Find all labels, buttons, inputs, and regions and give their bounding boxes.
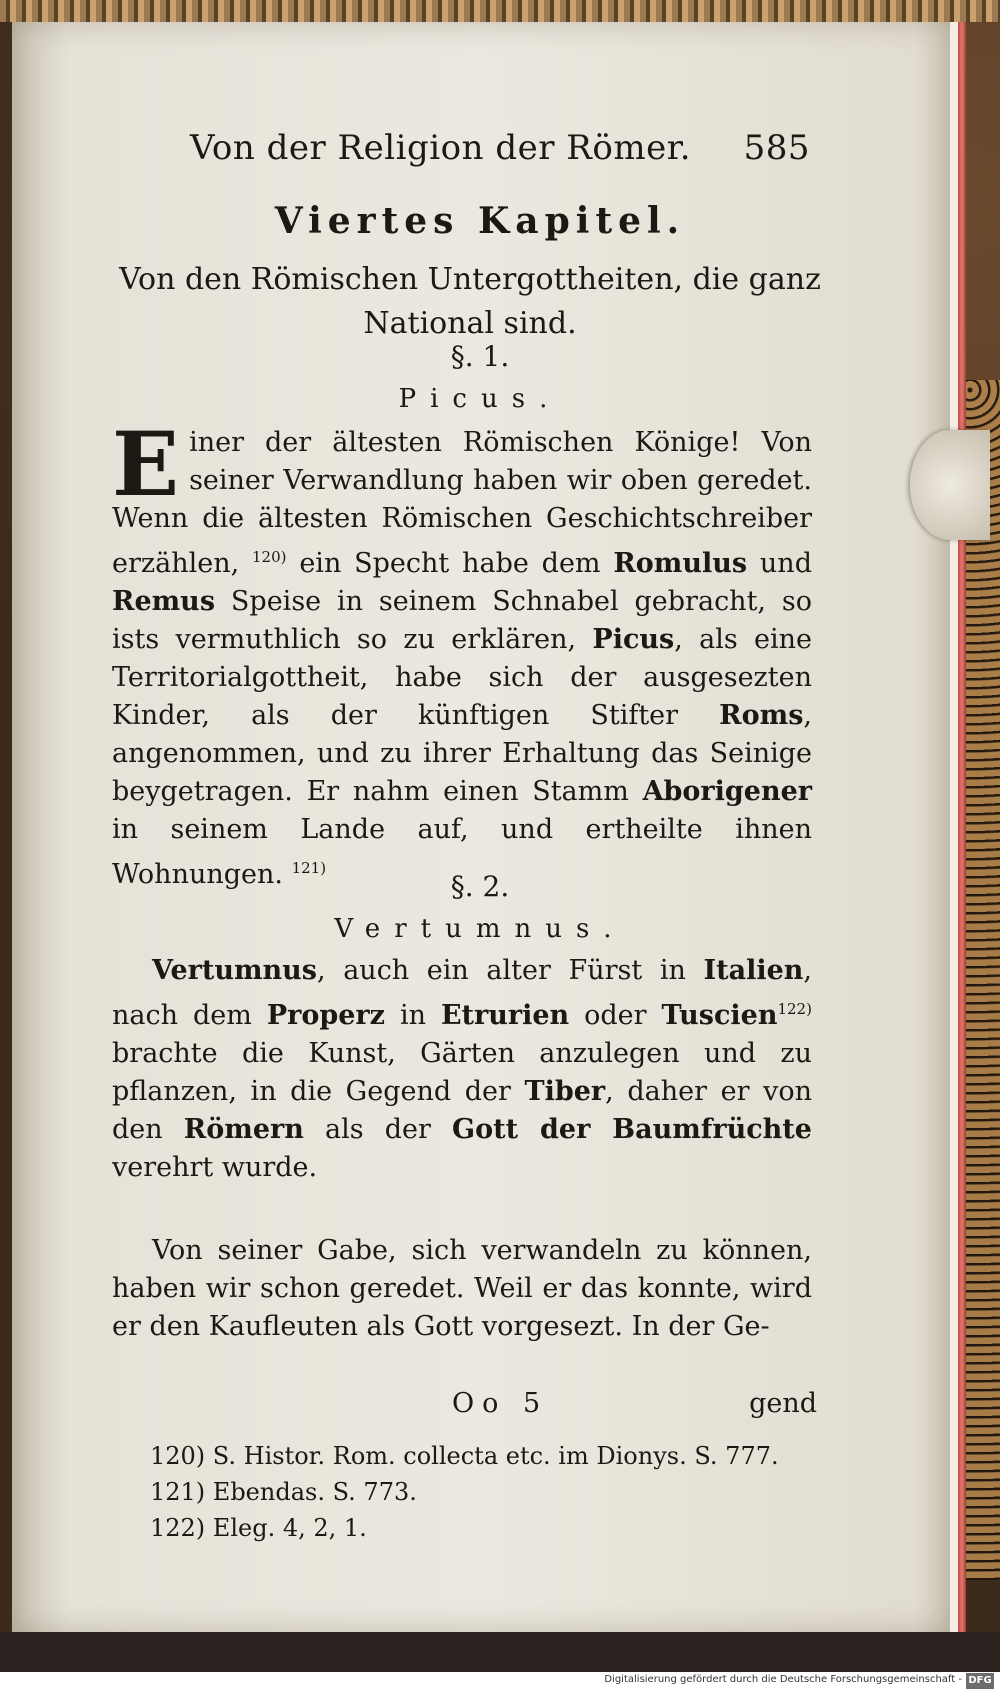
body-text: , nach dem bbox=[112, 955, 812, 1031]
body-text: brachte die Kunst, Gärten anzulegen und zu pflanzen, in die Gegend der bbox=[112, 1038, 812, 1107]
emphasis: Römern bbox=[183, 1114, 304, 1145]
signature-mark: Oo 5 bbox=[452, 1388, 549, 1419]
section-title-picus: Picus. bbox=[398, 384, 562, 414]
drop-cap: E bbox=[112, 412, 180, 516]
section-body-vertumnus-p2: Von seiner Gabe, sich verwandeln zu können, haben wir schon geredet. Weil er das konnte, wird er den Kaufleuten als Gott vorgesezt. In der Ge- bbox=[112, 1235, 812, 1342]
emphasis: Tuscien bbox=[661, 1000, 778, 1031]
footnote-ref[interactable]: 121) bbox=[291, 859, 327, 877]
catchword: gend bbox=[749, 1388, 817, 1419]
body-text: als der bbox=[325, 1114, 431, 1145]
footnote-121: 121) Ebendas. S. 773. bbox=[150, 1478, 417, 1506]
footnote-122: 122) Eleg. 4, 2, 1. bbox=[150, 1514, 367, 1542]
red-page-edge bbox=[958, 22, 966, 1632]
bookmark-tab bbox=[910, 430, 990, 540]
emphasis: Properz bbox=[266, 1000, 385, 1031]
section-body-picus bbox=[112, 412, 812, 894]
emphasis: Roms bbox=[719, 700, 804, 731]
body-text: , als eine Territorialgottheit, habe sich der ausgesezten Kinder, als der künftigen Stifter bbox=[112, 624, 812, 731]
emphasis: Romulus bbox=[613, 548, 748, 579]
body-text: , daher er von den bbox=[112, 1076, 812, 1145]
body-text: , angenommen, und zu ihrer Erhaltung das Seinige beygetragen. Er nahm einen Stamm bbox=[112, 700, 812, 807]
body-text: iner der ältesten Römischen Könige! Von seiner Verwandlung haben wir oben geredet. Wenn die ältesten Römischen Geschichtschreiber erzählen, bbox=[112, 427, 812, 579]
emphasis: Italien bbox=[703, 955, 804, 986]
emphasis: Picus bbox=[592, 624, 675, 655]
body-text: in seinem Lande auf, und ertheilte ihnen Wohnungen. bbox=[112, 814, 812, 890]
section-mark-2: §. 2. bbox=[450, 870, 510, 903]
emphasis: Etrurien bbox=[440, 1000, 570, 1031]
emphasis: Aborigener bbox=[642, 776, 812, 807]
chapter-title: Viertes Kapitel. bbox=[274, 200, 686, 242]
emphasis: Gott der Baumfrüchte bbox=[452, 1114, 812, 1145]
section-mark-1: §. 1. bbox=[450, 340, 510, 373]
digitization-credit: Digitalisierung gefördert durch die Deutsche Forschungsgemeinschaft - bbox=[604, 1674, 962, 1685]
scanner-bottom-bar bbox=[0, 1632, 1000, 1672]
footnotes bbox=[150, 1438, 830, 1546]
page-number: 585 bbox=[743, 128, 810, 168]
body-text: , auch ein alter Fürst in bbox=[317, 955, 686, 986]
binding-strip bbox=[0, 0, 1000, 22]
dfg-logo-icon: DFG bbox=[966, 1673, 994, 1689]
chapter-subtitle: Von den Römischen Untergottheiten, die ganz National sind. bbox=[119, 262, 821, 341]
running-title: Von der Religion der Römer. bbox=[190, 128, 692, 168]
emphasis: Remus bbox=[112, 586, 216, 617]
section-title-vertumnus: Vertumnus. bbox=[334, 914, 626, 944]
section-body-vertumnus-p1 bbox=[112, 952, 812, 1187]
footnote-120: 120) S. Histor. Rom. collecta etc. im Dionys. S. 777. bbox=[150, 1442, 779, 1470]
body-text: oder bbox=[584, 1000, 647, 1031]
marbled-cover-edge bbox=[960, 380, 1000, 1580]
emphasis: Vertumnus bbox=[152, 955, 318, 986]
footnote-ref[interactable]: 122) bbox=[777, 1000, 812, 1018]
emphasis: Tiber bbox=[524, 1076, 606, 1107]
body-text: in bbox=[399, 1000, 426, 1031]
catchline bbox=[112, 1388, 817, 1419]
body-text: ein Specht habe dem bbox=[299, 548, 601, 579]
body-text: Speise in seinem Schnabel gebracht, so ists vermuthlich so zu erklären, bbox=[112, 586, 812, 655]
running-head bbox=[190, 128, 810, 168]
body-text: und bbox=[759, 548, 812, 579]
body-text: verehrt wurde. bbox=[112, 1152, 318, 1183]
footnote-ref[interactable]: 120) bbox=[252, 548, 287, 566]
